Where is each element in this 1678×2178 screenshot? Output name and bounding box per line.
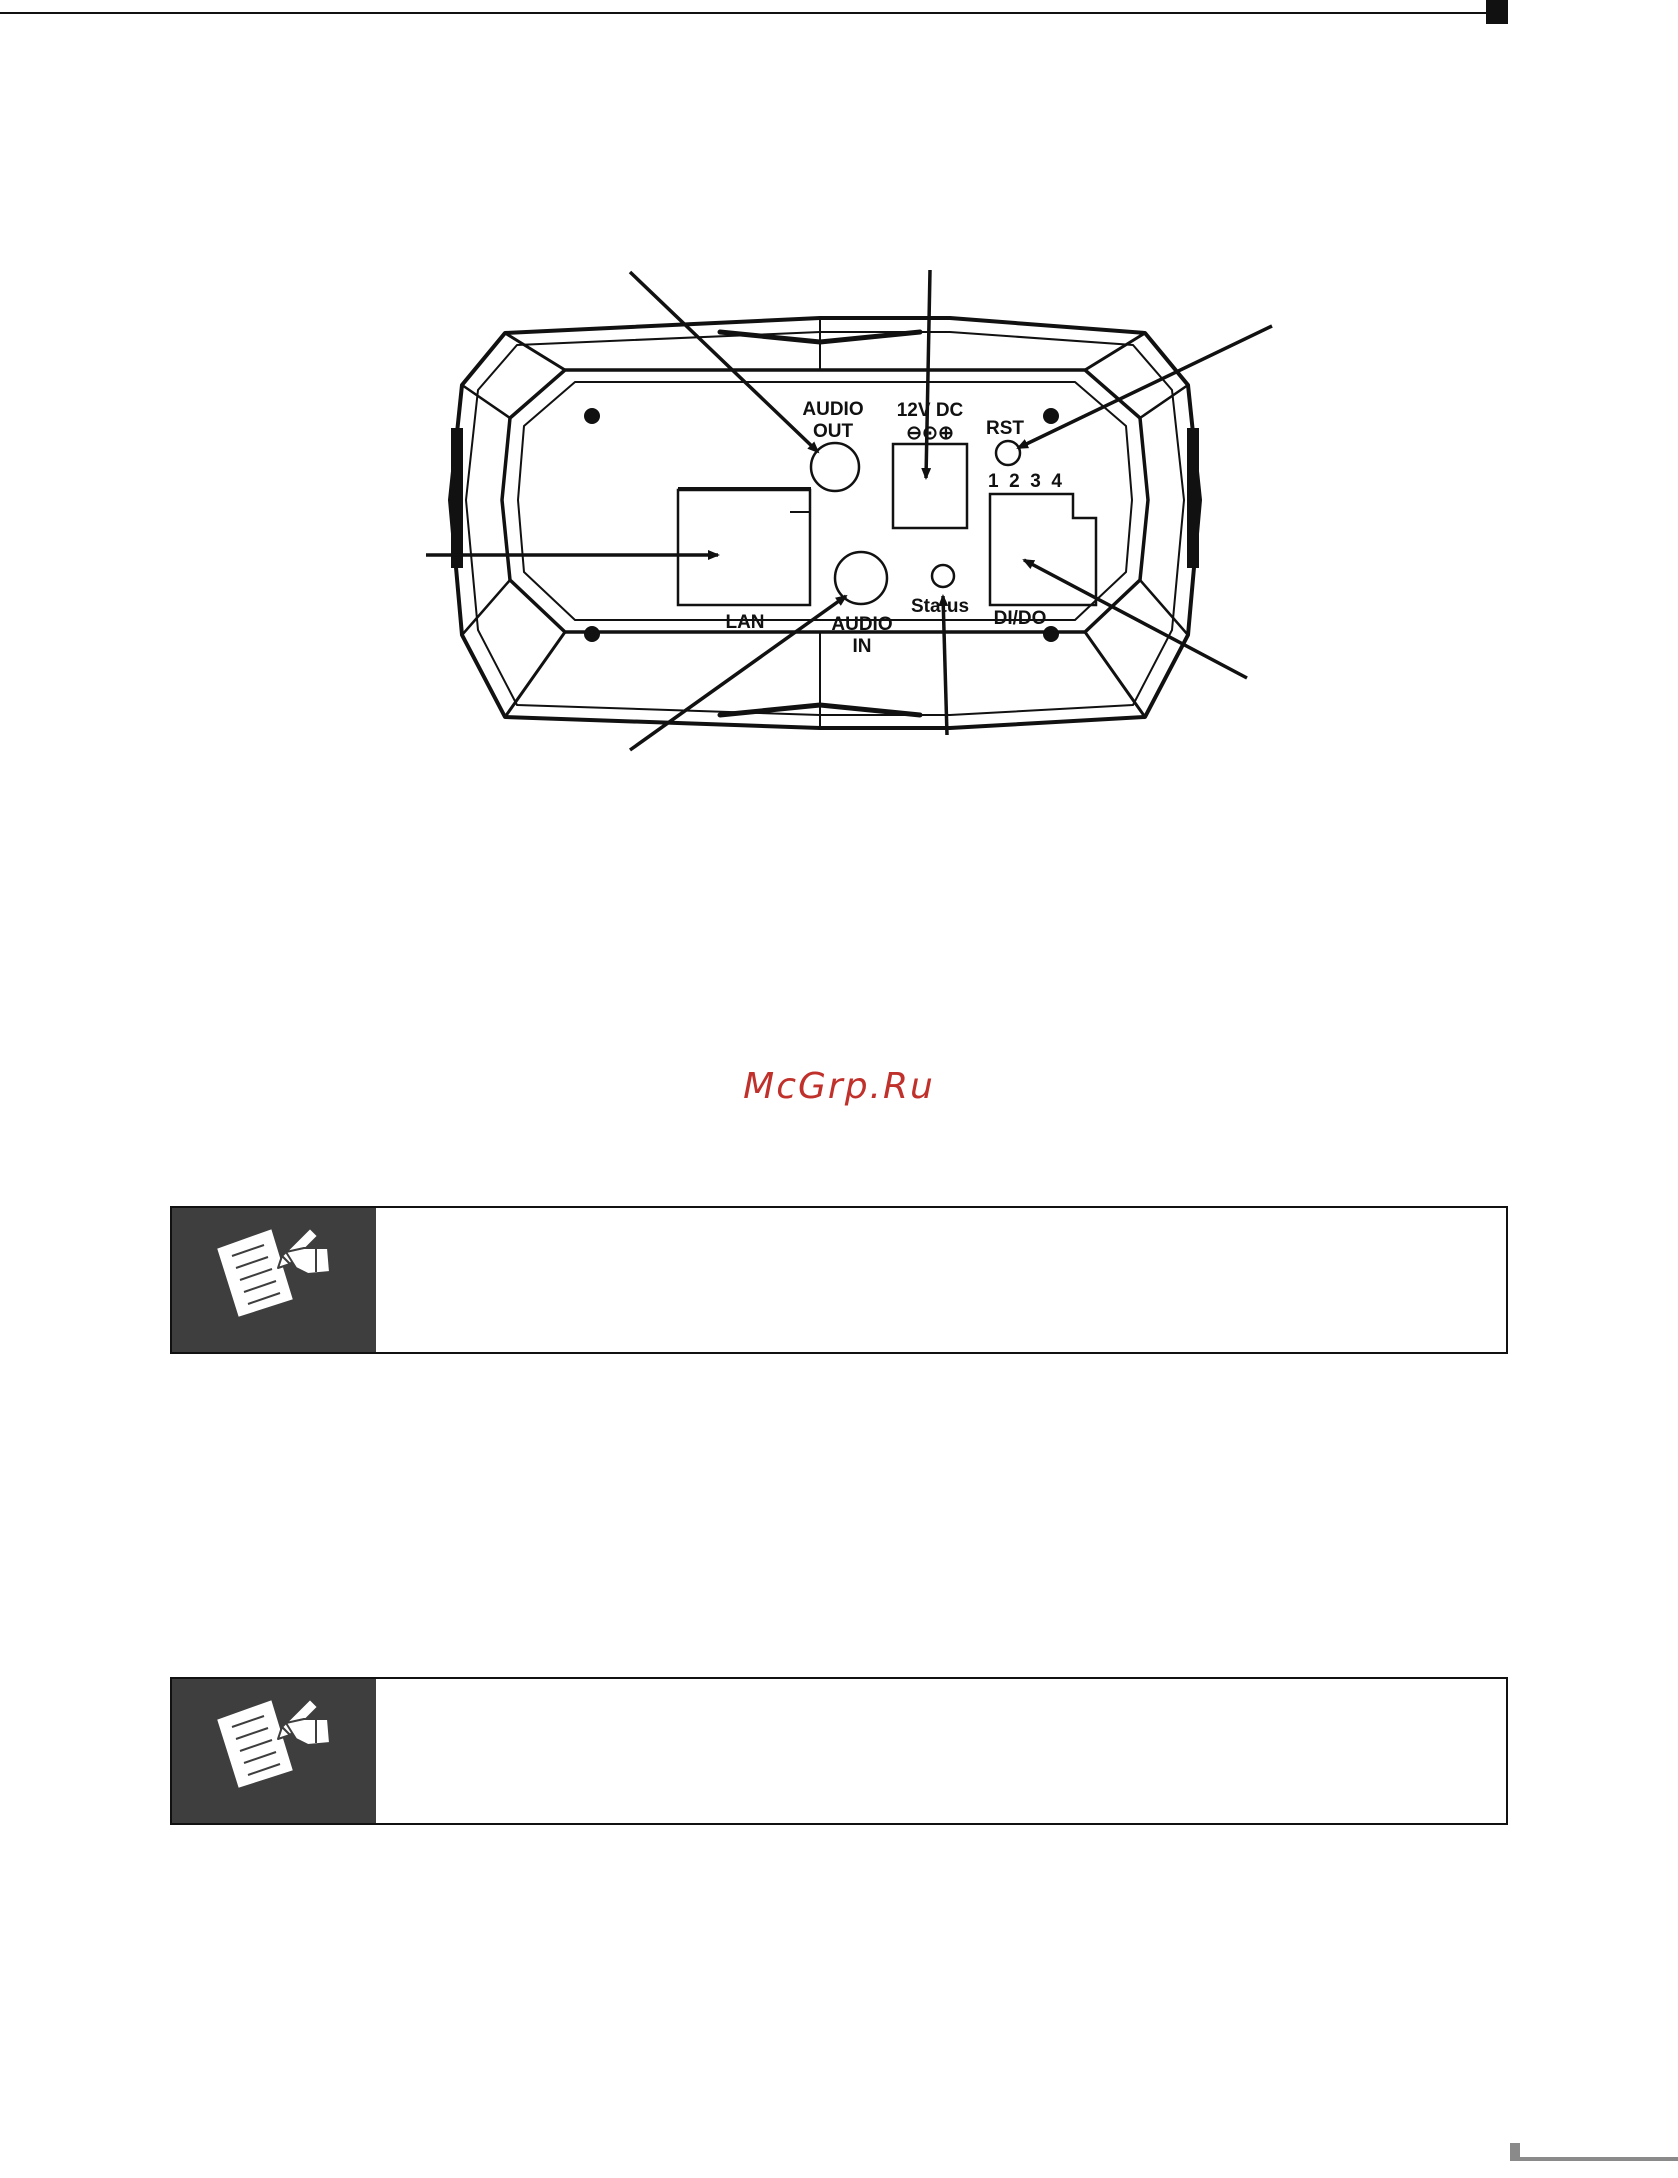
audio-out-label-line2: OUT — [812, 421, 854, 442]
note-icon-cell — [172, 1679, 376, 1823]
note-pencil-icon — [212, 1218, 336, 1318]
reset-label: RST — [986, 418, 1024, 439]
lan-port-tab — [678, 488, 810, 512]
header-rule — [0, 12, 1486, 14]
dido-pin-numbers: 1 2 3 4 — [988, 471, 1062, 492]
reset-button — [996, 441, 1020, 465]
lan-port — [678, 490, 810, 605]
note-pencil-icon — [212, 1689, 336, 1789]
note-box-2 — [170, 1677, 1508, 1825]
screw-top-left — [584, 408, 600, 424]
watermark-text: McGrp.Ru — [743, 1066, 935, 1107]
status-label: Status — [910, 596, 970, 617]
audio-out-label: AUDIO — [802, 399, 864, 420]
page-footer-tab — [1510, 2157, 1678, 2161]
audio-in-label-line2: IN — [852, 636, 872, 657]
page-corner-mark — [1486, 0, 1508, 24]
lan-label: LAN — [725, 612, 765, 633]
screw-top-right — [1043, 408, 1059, 424]
power-polarity-label: ⊖⊙⊕ — [906, 423, 954, 444]
camera-rear-panel-diagram — [0, 250, 1678, 770]
status-led — [932, 565, 954, 587]
screw-bottom-left — [584, 626, 600, 642]
note-icon-cell — [172, 1208, 376, 1352]
audio-in-label: AUDIO — [831, 614, 893, 635]
dido-label: DI/DO — [993, 608, 1047, 629]
power-label: 12V DC — [896, 400, 964, 421]
callout-lines — [426, 270, 1272, 750]
mounting-screws — [584, 408, 1059, 642]
power-terminal — [893, 444, 967, 528]
camera-body-outline — [450, 318, 1200, 728]
note-box-1 — [170, 1206, 1508, 1354]
